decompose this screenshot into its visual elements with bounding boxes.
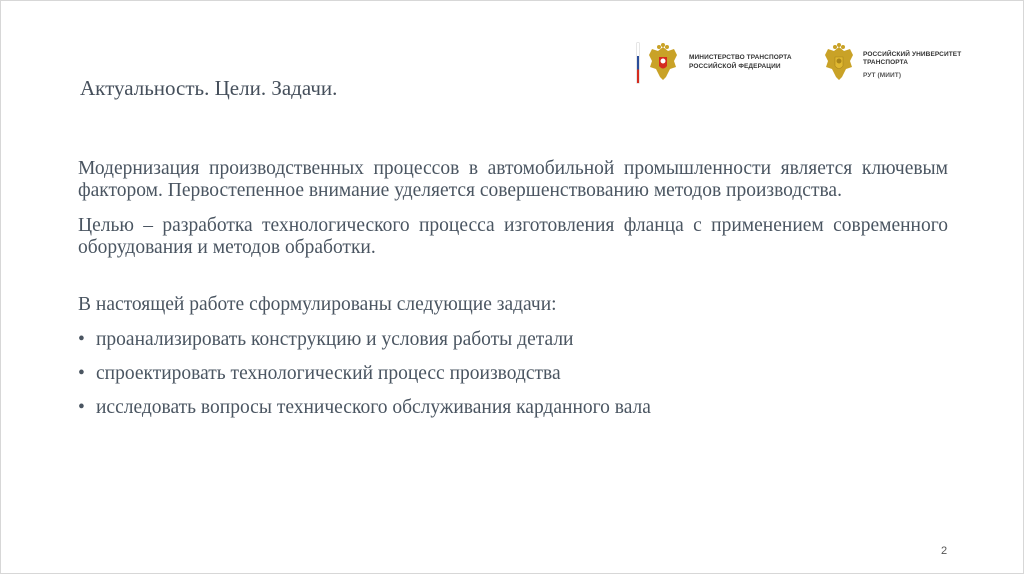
- task-text: спроектировать технологический процесс производства: [96, 363, 561, 384]
- university-name: [863, 51, 983, 80]
- university-name-line2: ТРАНСПОРТА: [863, 59, 909, 66]
- list-item: [78, 329, 948, 351]
- task-text: проанализировать конструкцию и условия работы детали: [96, 329, 574, 350]
- tasks-intro: В настоящей работе сформулированы следующие задачи:: [78, 294, 557, 315]
- relevance-paragraph: Модернизация производственных процессов в автомобильной промышленности является ключевым фактором. Первостепенное внимание уделяется совершенствованию методов производства.: [78, 158, 948, 201]
- university-name-line1: РОССИЙСКИЙ УНИВЕРСИТЕТ: [863, 51, 962, 58]
- ministry-name: [689, 53, 799, 71]
- ministry-emblem-icon: [646, 43, 680, 83]
- bullet-icon: •: [78, 363, 85, 384]
- slide-content: [78, 158, 948, 431]
- page-number: 2: [941, 545, 948, 557]
- ministry-name-line1: МИНИСТЕРСТВО ТРАНСПОРТА: [689, 54, 792, 61]
- ministry-name-line2: РОССИЙСКОЙ ФЕДЕРАЦИИ: [689, 63, 781, 70]
- tasks-list: [78, 329, 948, 419]
- university-abbr: РУТ (МИИТ): [863, 72, 902, 79]
- flag-stripe: [637, 43, 639, 83]
- university-emblem-icon: [822, 43, 856, 83]
- slide-title: Актуальность. Цели. Задачи.: [80, 76, 338, 100]
- list-item: [78, 397, 948, 419]
- list-item: [78, 363, 948, 385]
- bullet-icon: •: [78, 397, 85, 418]
- bullet-icon: •: [78, 329, 85, 350]
- task-text: исследовать вопросы технического обслуживания карданного вала: [96, 397, 651, 418]
- goal-paragraph: Целью – разработка технологического процесса изготовления фланца с применением современного оборудования и методов обработки.: [78, 215, 948, 258]
